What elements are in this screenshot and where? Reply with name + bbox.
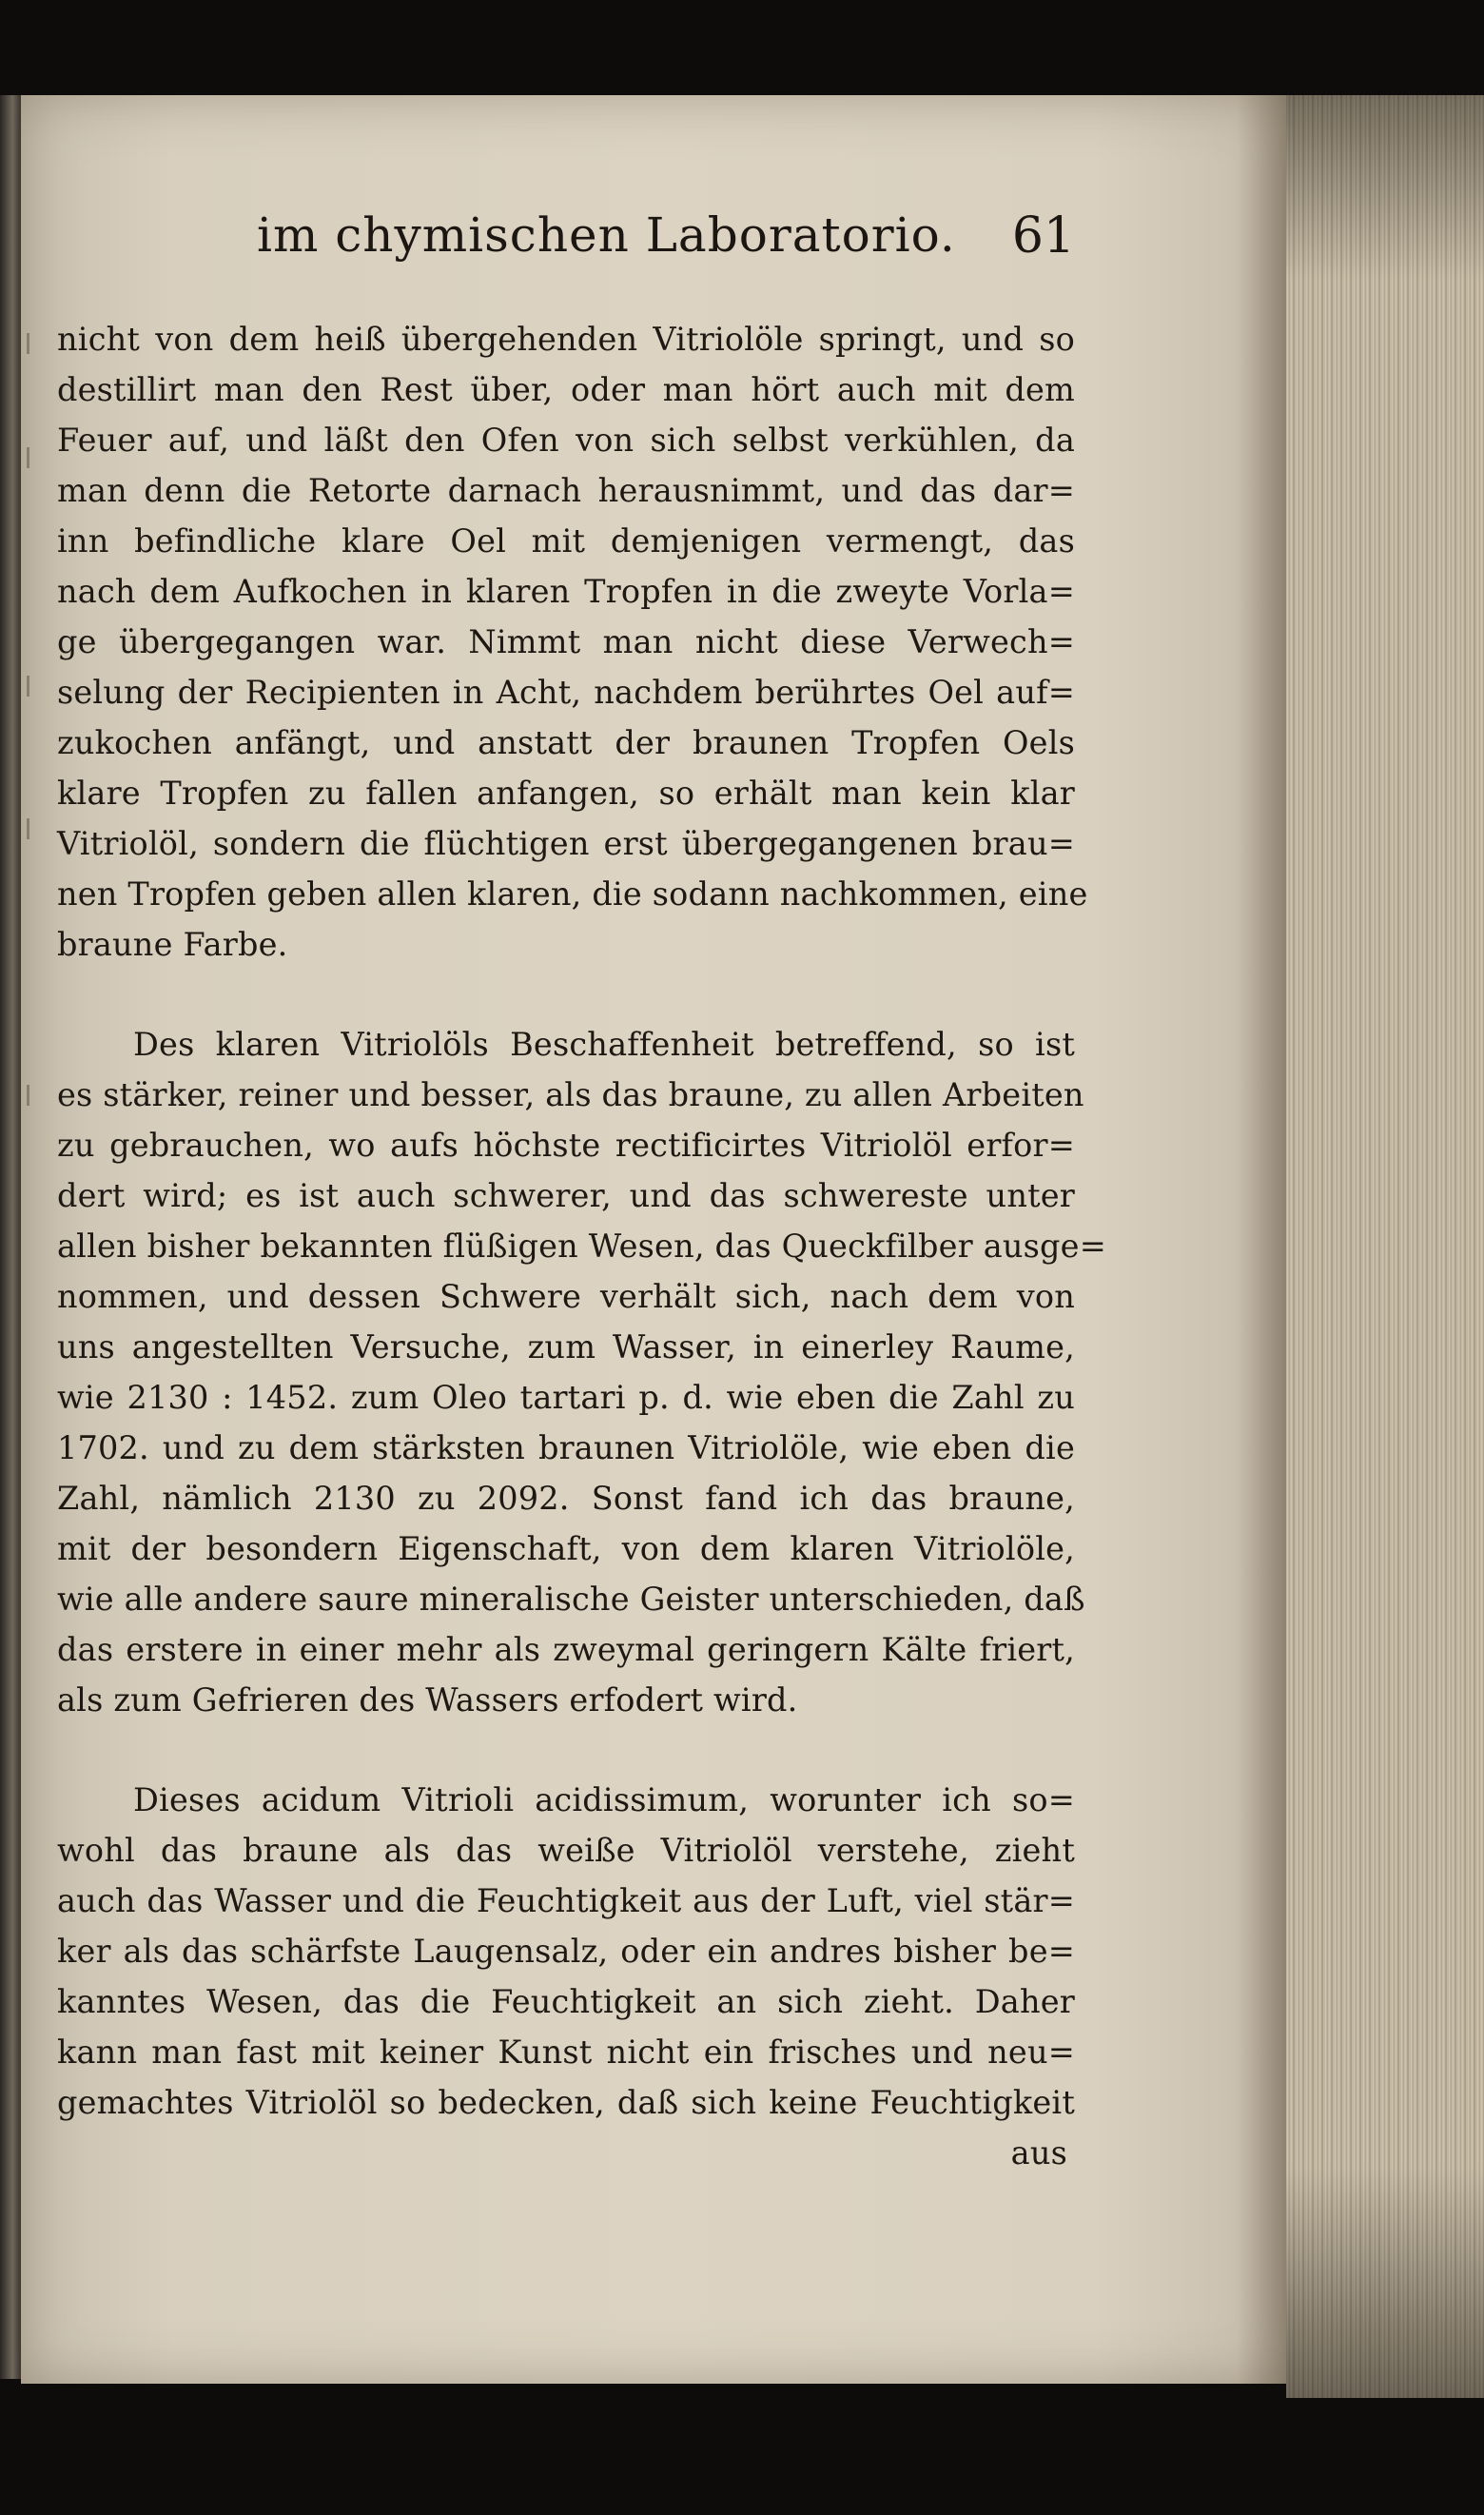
text-line: destillirt man den Rest über, oder man hört auch mit dem [57,371,1075,408]
margin-mark [27,447,29,468]
paragraph-gap [57,970,1075,1019]
text-line: nach dem Aufkochen in klaren Tropfen in die zweyte Vorla= [57,573,1075,610]
text-line: Des klaren Vitriolöls Beschaffenheit betreffend, so ist [133,1026,1075,1063]
page-number: 61 [1011,207,1075,265]
text-line: Dieses acidum Vitrioli acidissimum, worunter ich so= [133,1781,1075,1818]
text-line: man denn die Retorte darnach herausnimmt, und das dar= [57,472,1075,509]
text-line: gemachtes Vitriolöl so bedecken, daß sich keine Feuchtigkeit [57,2084,1075,2121]
text-line: allen bisher bekannten flüßigen Wesen, das Queckfilber ausge= [57,1228,1106,1265]
margin-mark [27,818,29,839]
text-line: nommen, und dessen Schwere verhält sich, nach dem von [57,1278,1075,1315]
text-line: klare Tropfen zu fallen anfangen, so erhält man kein klar [57,775,1075,812]
text-line: inn befindliche klare Oel mit demjenigen vermengt, das [57,522,1075,560]
text-line: zu gebrauchen, wo aufs höchste rectificirtes Vitriolöl erfor= [57,1127,1075,1164]
text-line: uns angestellten Versuche, zum Wasser, in einerley Raume, [57,1328,1075,1366]
paragraph-3 [57,1775,1075,2128]
text-line: ker als das schärfste Laugensalz, oder ein andres bisher be= [57,1933,1075,1970]
margin-mark [27,676,29,697]
text-line: wie 2130 : 1452. zum Oleo tartari p. d. wie eben die Zahl zu [57,1379,1075,1416]
text-line: dert wird; es ist auch schwerer, und das schwereste unter [57,1177,1075,1214]
text-line: wohl das braune als das weiße Vitriolöl verstehe, zieht [57,1832,1075,1869]
running-head-title: im chymischen Laboratorio. [257,207,956,263]
margin-mark [27,333,29,354]
text-line: selung der Recipienten in Acht, nachdem berührtes Oel auf= [57,674,1075,711]
paragraph-gap [57,1725,1075,1775]
text-line: kanntes Wesen, das die Feuchtigkeit an sich zieht. Daher [57,1983,1075,2020]
text-line: auch das Wasser und die Feuchtigkeit aus der Luft, viel stär= [57,1882,1075,1919]
text-line: mit der besondern Eigenschaft, von dem klaren Vitriolöle, [57,1530,1075,1567]
catchword: aus [1010,2134,1067,2171]
text-line: Zahl, nämlich 2130 zu 2092. Sonst fand ich das braune, [57,1480,1075,1517]
text-line: zukochen anfängt, und anstatt der braunen Tropfen Oels [57,724,1075,761]
running-head [57,207,1075,274]
text-line: wie alle andere saure mineralische Geister unterschieden, daß [57,1581,1085,1618]
text-line: braune Farbe. [57,926,288,963]
text-line: als zum Gefrieren des Wassers erfodert wird. [57,1681,798,1719]
margin-mark [27,1085,29,1106]
text-line: Feuer auf, und läßt den Ofen von sich selbst verkühlen, da [57,422,1075,459]
facing-page-edge [0,95,21,2379]
paragraph-2 [57,1019,1106,1725]
text-line: nicht von dem heiß übergehenden Vitriolöle springt, und so [57,321,1075,358]
text-line: kann man fast mit keiner Kunst nicht ein frisches und neu= [57,2034,1075,2071]
text-line: ge übergegangen war. Nimmt man nicht diese Verwech= [57,623,1075,660]
page-block-edge [1286,95,1484,2398]
paragraph-1 [57,314,1088,970]
body-text [57,314,1106,2178]
text-line: es stärker, reiner und besser, als das braune, zu allen Arbeiten [57,1076,1084,1113]
text-line: 1702. und zu dem stärksten braunen Vitriolöle, wie eben die [57,1429,1075,1466]
gutter-shadow [1237,95,1294,2384]
text-line: das erstere in einer mehr als zweymal geringern Kälte friert, [57,1631,1075,1668]
text-line: nen Tropfen geben allen klaren, die sodann nachkommen, eine [57,875,1088,913]
text-line: Vitriolöl, sondern die flüchtigen erst übergegangenen brau= [57,825,1075,862]
